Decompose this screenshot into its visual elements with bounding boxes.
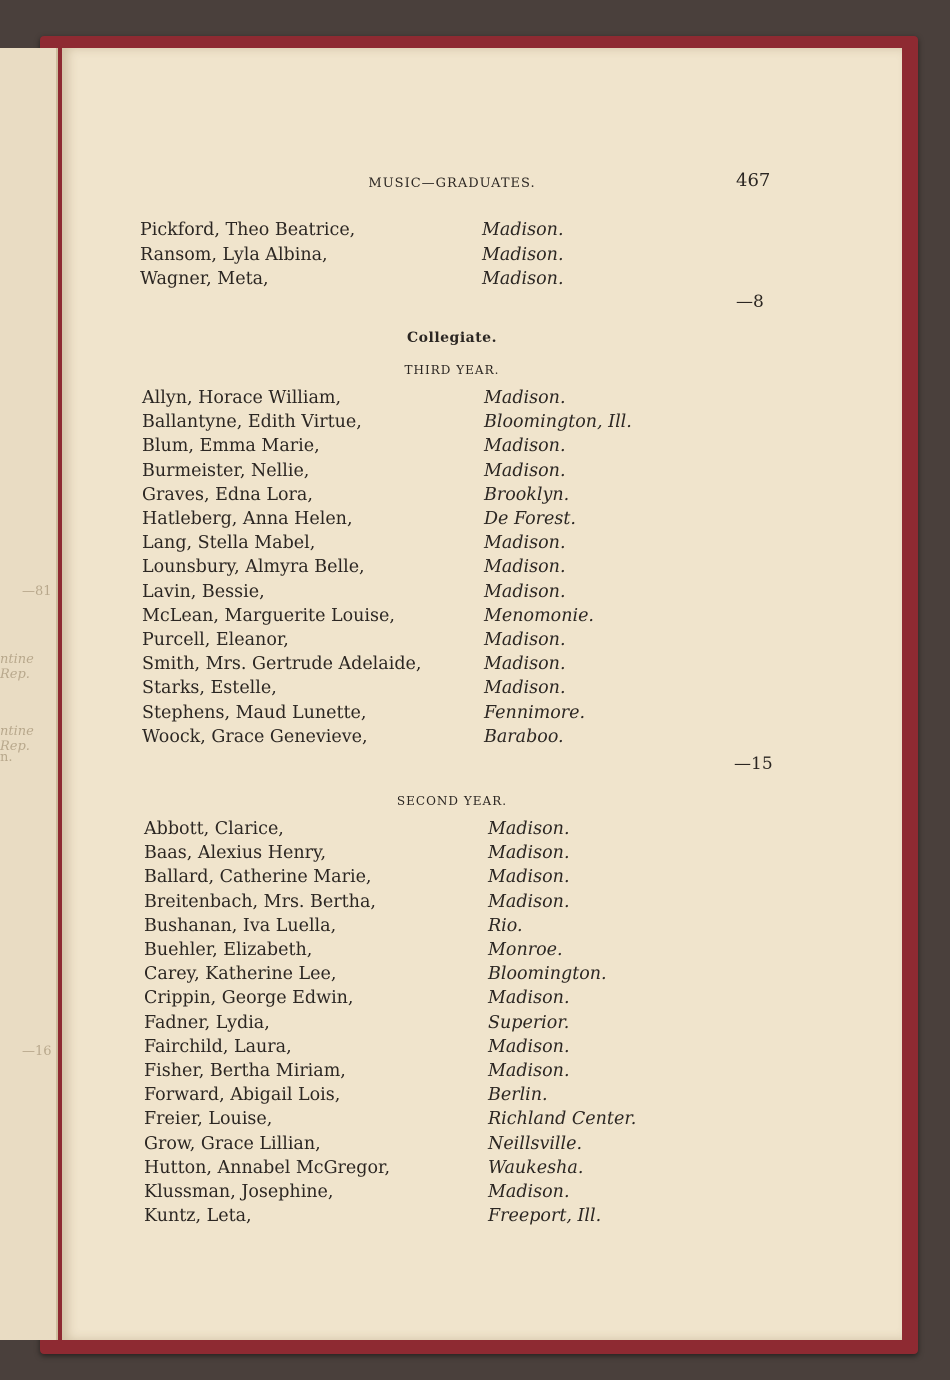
graduate-place: Madison.	[482, 220, 564, 240]
graduate-name: Fisher, Bertha Miriam,	[144, 1061, 346, 1081]
graduate-place: Bloomington.	[488, 964, 607, 985]
graduate-name: Bushanan, Iva Luella,	[144, 915, 337, 936]
section-total: —15	[734, 754, 773, 774]
graduate-name: Lounsbury, Almyra Belle,	[142, 557, 365, 578]
graduate-name: Lavin, Bessie,	[142, 581, 265, 602]
graduate-name: Ballantyne, Edith Virtue,	[142, 412, 362, 433]
graduate-name: Ransom, Lyla Albina,	[140, 244, 328, 265]
graduate-name: Fadner, Lydia,	[144, 1012, 270, 1033]
graduate-name: Woock, Grace Genevieve,	[142, 726, 368, 747]
graduate-place: Madison.	[484, 388, 566, 408]
graduate-name: Grow, Grace Lillian,	[144, 1133, 321, 1154]
left-margin-text: ntine Rep.	[0, 724, 34, 754]
graduate-name: Lang, Stella Mabel,	[142, 533, 316, 554]
graduate-name: Forward, Abigail Lois,	[144, 1085, 341, 1106]
collegiate-heading: Collegiate.	[407, 330, 497, 346]
graduate-name: Smith, Mrs. Gertrude Adelaide,	[142, 654, 422, 675]
graduate-place: Baraboo.	[484, 726, 564, 747]
graduate-name: Breitenbach, Mrs. Bertha,	[144, 891, 376, 912]
left-page-edge	[0, 48, 58, 1340]
graduate-name: Graves, Edna Lora,	[142, 484, 313, 505]
page-number: 467	[736, 170, 771, 191]
graduate-place: Brooklyn.	[484, 484, 570, 505]
running-title: MUSIC—GRADUATES.	[368, 176, 536, 191]
graduate-place: Monroe.	[488, 940, 563, 960]
graduate-name: Ballard, Catherine Marie,	[144, 867, 372, 888]
graduate-place: Freeport, Ill.	[488, 1206, 602, 1227]
graduate-place: Madison.	[488, 891, 570, 912]
graduate-place: Fennimore.	[484, 702, 586, 723]
graduate-place: Menomonie.	[484, 605, 594, 626]
graduate-place: Madison.	[488, 843, 570, 864]
left-margin-text: —81	[22, 584, 52, 599]
second-year-heading: SECOND YEAR.	[396, 794, 508, 808]
graduate-place: Madison.	[488, 867, 570, 888]
graduate-name: Baas, Alexius Henry,	[144, 843, 327, 864]
book-page	[62, 48, 902, 1340]
graduate-name: Hutton, Annabel McGregor,	[144, 1157, 391, 1178]
graduate-name: Abbott, Clarice,	[144, 819, 284, 839]
graduate-name: Blum, Emma Marie,	[142, 436, 320, 457]
graduate-place: Neillsville.	[488, 1133, 583, 1154]
graduate-place: Madison.	[484, 581, 566, 602]
graduate-name: Allyn, Horace William,	[142, 388, 342, 408]
graduate-place: Richland Center.	[488, 1109, 637, 1130]
graduate-name: Burmeister, Nellie,	[142, 460, 310, 481]
graduate-name: Hatleberg, Anna Helen,	[142, 509, 353, 529]
graduate-name: Stephens, Maud Lunette,	[142, 702, 367, 723]
graduate-name: Purcell, Eleanor,	[142, 630, 289, 650]
graduate-place: Madison.	[488, 988, 570, 1009]
graduate-place: Madison.	[484, 460, 566, 481]
graduate-place: Berlin.	[488, 1085, 548, 1106]
graduate-place: Madison.	[488, 1061, 570, 1081]
graduate-place: Madison.	[484, 557, 566, 578]
graduate-place: Madison.	[484, 654, 566, 675]
graduate-place: Madison.	[484, 436, 566, 457]
graduate-name: Kuntz, Leta,	[144, 1206, 252, 1227]
graduate-name: Wagner, Meta,	[140, 269, 269, 289]
left-margin-text: n.	[0, 750, 13, 765]
left-margin-text: ntine Rep.	[0, 652, 34, 682]
graduate-place: Madison.	[482, 244, 564, 265]
graduate-place: Superior.	[488, 1012, 570, 1033]
graduate-place: Bloomington, Ill.	[484, 412, 632, 433]
graduate-name: Carey, Katherine Lee,	[144, 964, 337, 985]
graduate-place: Madison.	[488, 1182, 570, 1202]
graduate-name: Crippin, George Edwin,	[144, 988, 354, 1009]
graduate-place: Madison.	[488, 819, 570, 839]
graduate-name: Pickford, Theo Beatrice,	[140, 220, 356, 240]
graduate-name: Klussman, Josephine,	[144, 1182, 334, 1202]
graduate-place: Waukesha.	[488, 1157, 584, 1178]
graduate-name: Starks, Estelle,	[142, 678, 277, 699]
graduate-place: Madison.	[488, 1036, 570, 1057]
graduate-name: Freier, Louise,	[144, 1109, 273, 1130]
third-year-heading: THIRD YEAR.	[404, 363, 500, 377]
graduate-name: Buehler, Elizabeth,	[144, 940, 313, 960]
graduate-place: Madison.	[484, 533, 566, 554]
graduate-place: De Forest.	[484, 509, 576, 529]
graduate-name: McLean, Marguerite Louise,	[142, 605, 395, 626]
graduate-place: Madison.	[484, 630, 566, 650]
left-margin-text: —16	[22, 1044, 52, 1059]
section-total: —8	[736, 292, 764, 312]
graduate-name: Fairchild, Laura,	[144, 1036, 292, 1057]
graduate-place: Madison.	[482, 269, 564, 289]
graduate-place: Rio.	[488, 915, 523, 936]
graduate-place: Madison.	[484, 678, 566, 699]
